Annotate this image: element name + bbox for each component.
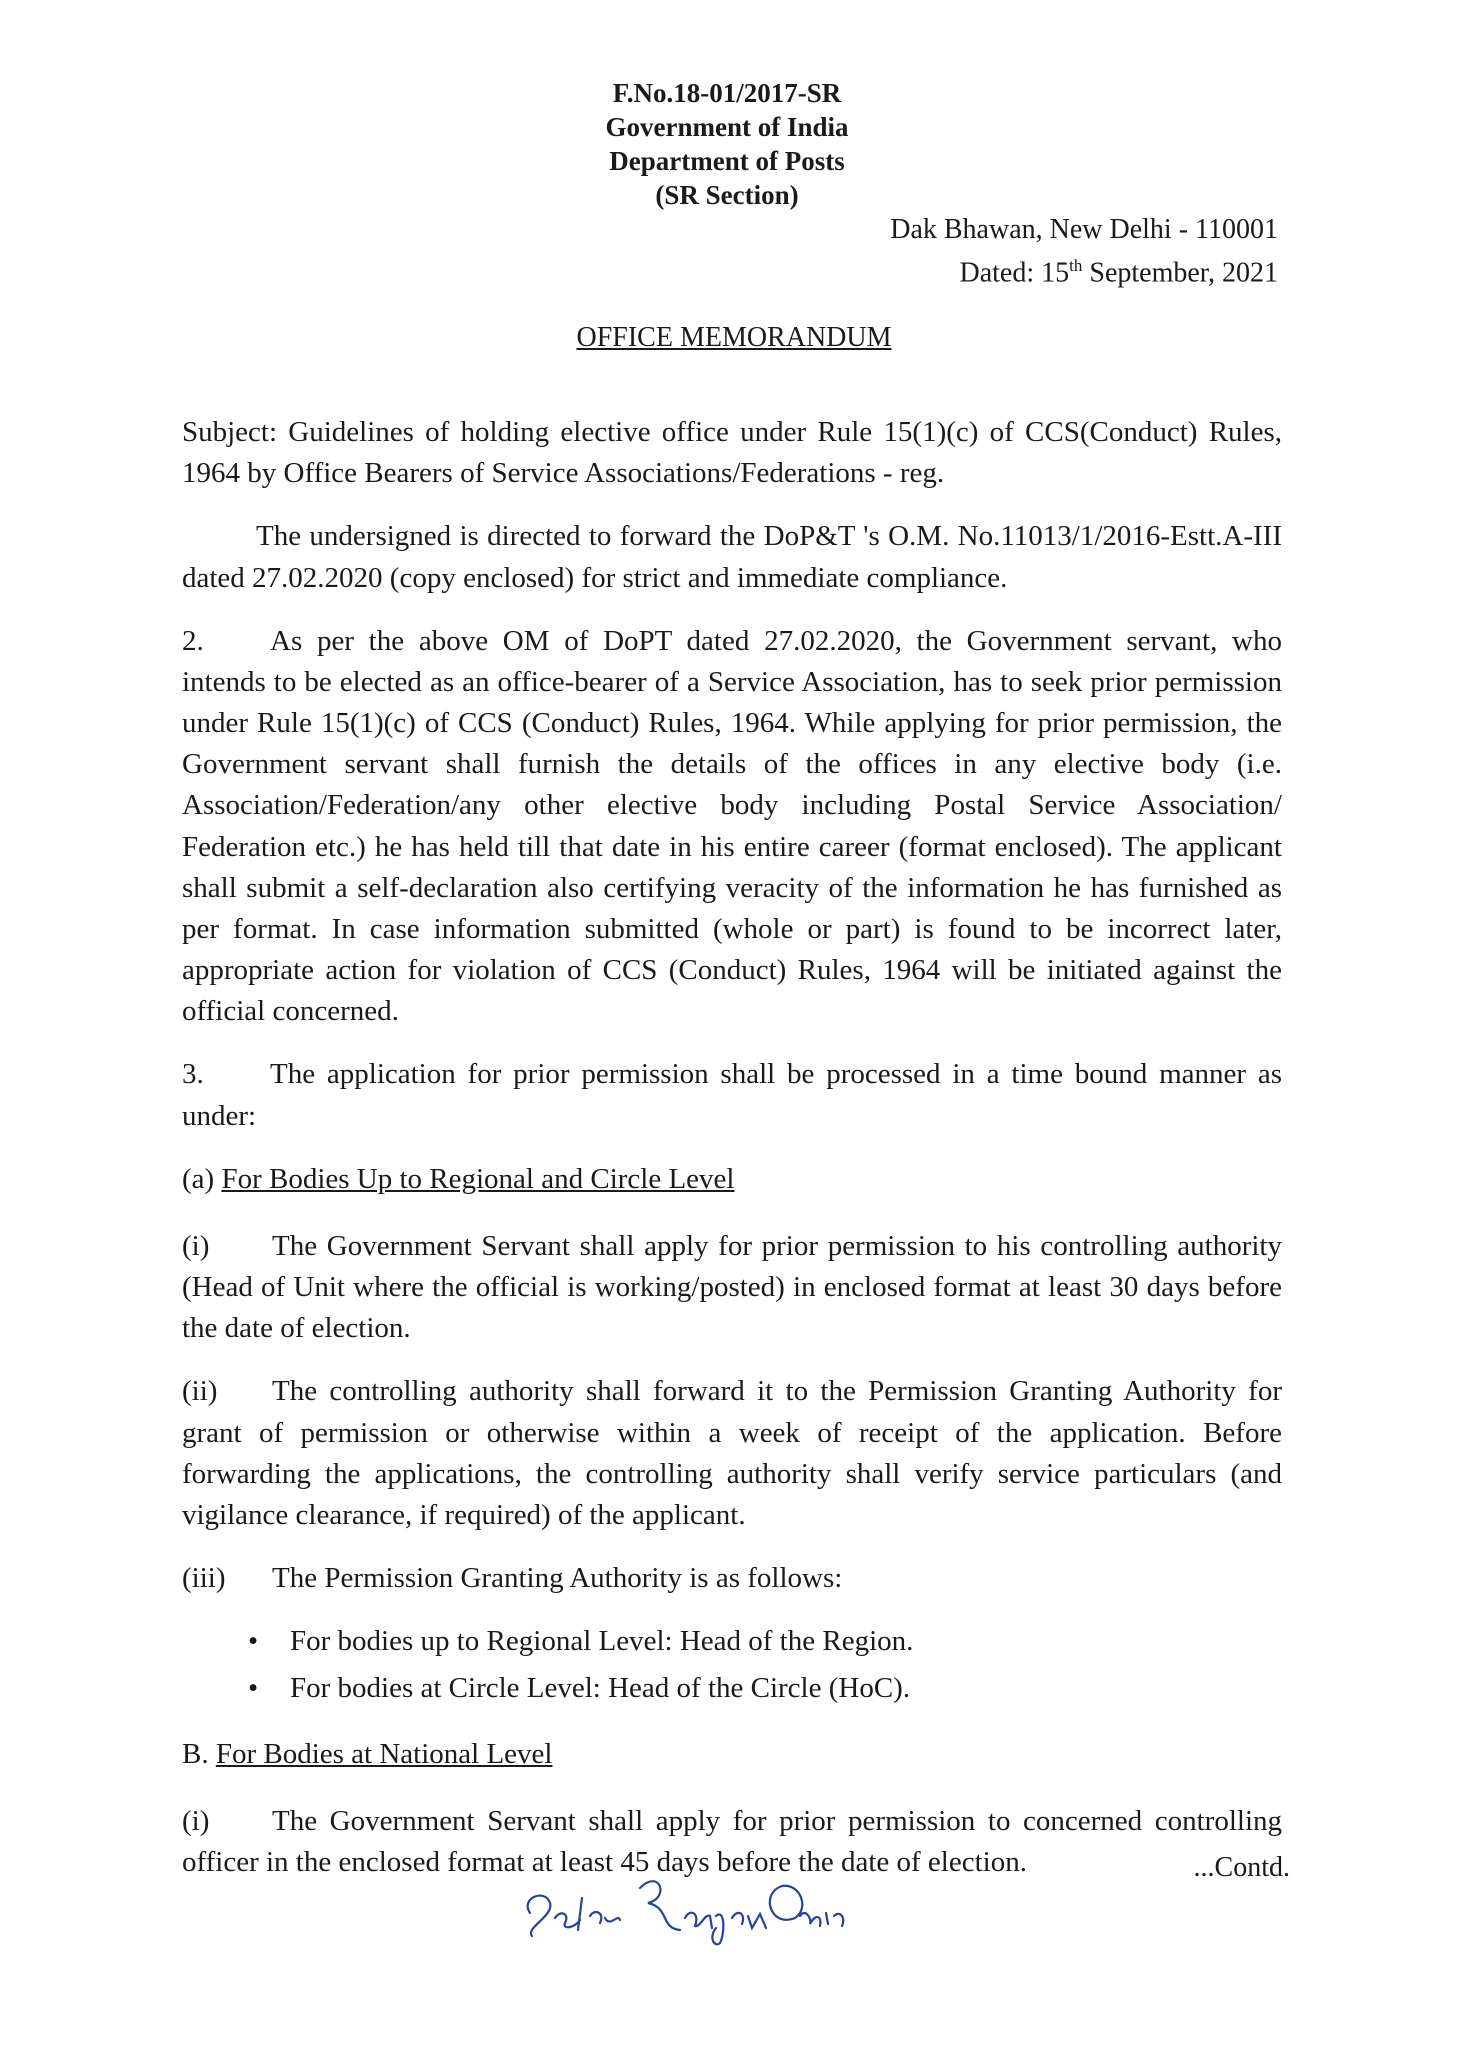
section-b-item-1: (i) The Government Servant shall apply for prior permission to concerned controlling officer in the enclosed format at least 45 days before the date of election.: [182, 1804, 1282, 1878]
section-a-item-1: (i) The Government Servant shall apply for prior permission to his controlling authority (Head of Unit where the official is working/posted) in enclosed format at least 30 days before the date of election.: [182, 1229, 1282, 1345]
government-name: Government of India: [605, 112, 849, 142]
date: Dated: 15th September, 2021: [959, 256, 1278, 289]
memo-title: OFFICE MEMORANDUM: [576, 322, 892, 353]
letterhead: [0, 76, 1468, 212]
paragraph-3: 3. The application for prior permission shall be processed in a time bound manner as under:: [182, 1058, 1282, 1132]
section-a-heading: (a) For Bodies Up to Regional and Circle Level: [182, 1162, 735, 1195]
address-block: [890, 212, 1278, 291]
file-number: F.No.18-01/2017-SR: [612, 78, 842, 108]
list-item: • For bodies at Circle Level: Head of the Circle (HoC).: [290, 1668, 1282, 1709]
memo-body: [182, 412, 1282, 1905]
subject: Subject: Guidelines of holding elective office under Rule 15(1)(c) of CCS(Conduct) Rules, 1964 by Office Bearers of Service Associations/Federations - reg.: [182, 416, 1282, 490]
place: Dak Bhawan, New Delhi - 110001: [890, 214, 1278, 245]
section-a-item-3: (iii) The Permission Granting Authority is as follows:: [182, 1562, 843, 1595]
continued-marker: ...Contd.: [1193, 1852, 1290, 1883]
section-name: (SR Section): [655, 180, 799, 210]
paragraph-2: 2. As per the above OM of DoPT dated 27.02.2020, the Government servant, who intends to be elected as an office-bearer of a Service Association, has to seek prior permission under Rule 15(1)(c) of CCS (Conduct) Rules, 1964. While applying for prior permission, the Government servant shall furnish the details of the offices in any elective body (i.e. Association/Federation/any other elective body including Postal Service Association/ Federation etc.) he has held till that date in his entire career (format enclosed). The applicant shall submit a self-declaration also certifying veracity of the information he has furnished as per format. In case information submitted (whole or part) is found to be incorrect later, appropriate action for violation of CCS (Conduct) Rules, 1964 will be initiated against the official concerned.: [182, 624, 1282, 1028]
paragraph-1: The undersigned is directed to forward the DoP&T 's O.M. No.11013/1/2016-Estt.A-III dated 27.02.2020 (copy enclosed) for strict and immediate compliance.: [182, 520, 1282, 594]
signature: [520, 1858, 850, 1948]
department-name: Department of Posts: [609, 146, 845, 176]
list-item: • For bodies up to Regional Level: Head of the Region.: [290, 1621, 1282, 1662]
section-b-heading: B. For Bodies at National Level: [182, 1737, 553, 1770]
section-a-item-2: (ii) The controlling authority shall forward it to the Permission Granting Authority for grant of permission or otherwise within a week of receipt of the application. Before forwarding the applications, the controlling authority shall verify service particulars (and vigilance clearance, if required) of the applicant.: [182, 1375, 1282, 1531]
authority-list: [182, 1621, 1282, 1709]
